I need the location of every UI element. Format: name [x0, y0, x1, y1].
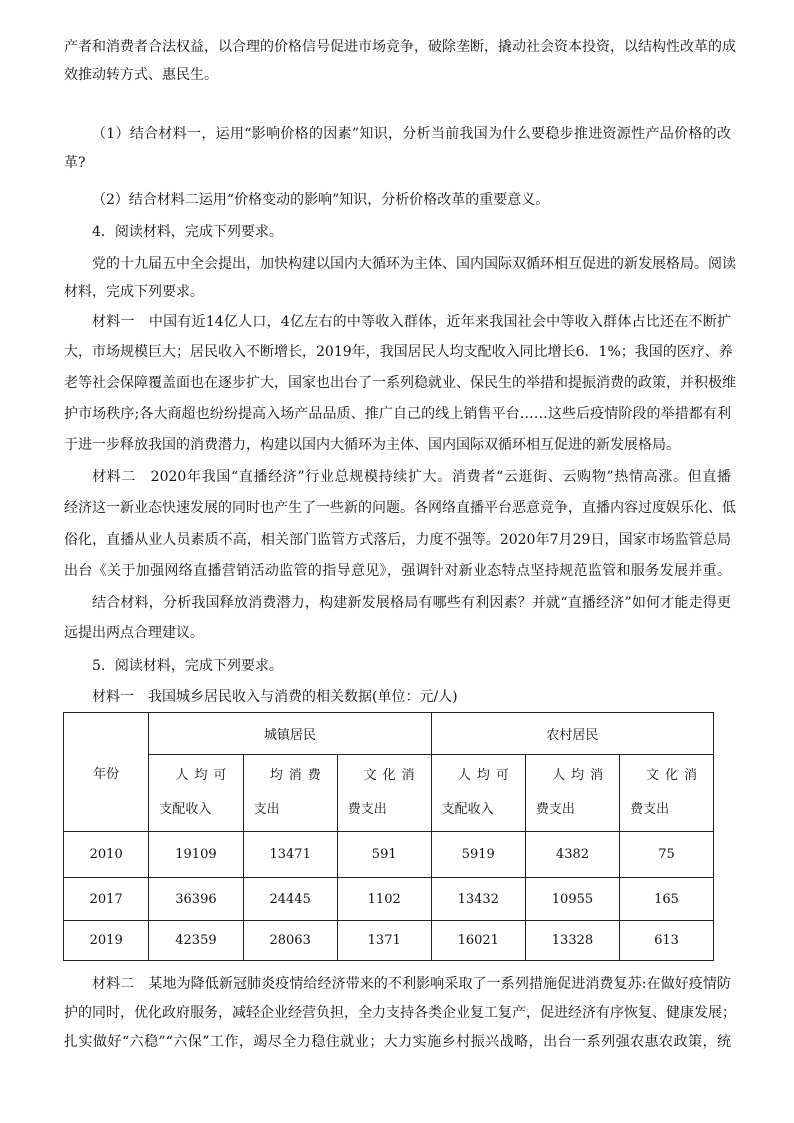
- text-line: 4．阅读材料，完成下列要求。: [92, 224, 283, 240]
- text-line: 材料二 2020年我国“直播经济”行业总规模持续扩大。消费者“云逛街、云购物”热情高涨。但直播: [92, 469, 731, 485]
- column-header-part: 支出: [253, 802, 280, 817]
- table-cell: 1371: [337, 921, 431, 961]
- column-header-part: 人均可: [457, 768, 515, 783]
- text-line: 5．阅读材料，完成下列要求。: [92, 658, 283, 674]
- column-header-part: 人均可: [175, 768, 233, 783]
- text-line: 效推动转方式、惠民生。: [64, 67, 218, 83]
- table-cell: 5919: [431, 832, 525, 878]
- table-cell: 19109: [149, 832, 243, 878]
- text-line: 于进一步释放我国的消费潜力，构建以国内大循环为主体、国内国际双循环相互促进的新发展格局。: [64, 437, 680, 453]
- column-header-part: 费支出: [535, 802, 575, 817]
- text-line: 材料，完成下列要求。: [64, 284, 204, 300]
- table-cell: 1102: [337, 878, 431, 921]
- column-header-part: 人均消: [552, 768, 610, 783]
- column-header-part: 费支出: [630, 802, 670, 817]
- table-cell: 75: [620, 832, 714, 878]
- table-cell: 42359: [149, 921, 243, 961]
- text-line: 扎实做好“六稳”“六保”工作，竭尽全力稳住就业；大力实施乡村振兴战略，出台一系列强农惠农政策，统: [64, 1034, 731, 1050]
- rural-header: 农村居民: [431, 713, 713, 755]
- text-line: （2）结合材料二运用“价格变动的影响”知识，分析价格改革的重要意义。: [92, 192, 550, 208]
- text-line: （1）结合材料一，运用“影响价格的因素”知识，分析当前我国为什么要稳步推进资源性产品价格的改: [92, 126, 731, 142]
- column-header-part: 费支出: [347, 802, 387, 817]
- text-line: 俗化，直播从业人员素质不高，相关部门监管方式落后，力度不强等。2020年7月29日，国家市场监管总局: [64, 532, 731, 548]
- table-cell: 4382: [525, 832, 619, 878]
- table-cell: 28063: [243, 921, 337, 961]
- text-line: 老等社会保障覆盖面也在逐步扩大，国家也出台了一系列稳就业、保民生的举措和提振消费的政策，并积极维: [64, 375, 736, 391]
- text-line: 材料二 某地为降低新冠肺炎疫情给经济带来的不利影响采取了一系列措施促进消费复苏:在做好疫情防: [92, 976, 731, 992]
- year-header: 年份: [64, 713, 149, 832]
- table-cell: 13471: [243, 832, 337, 878]
- text-line: 党的十九届五中全会提出，加快构建以国内大循环为主体、国内国际双循环相互促进的新发展格局。阅读: [92, 256, 736, 272]
- column-header: [243, 755, 337, 832]
- table-cell: 13328: [525, 921, 619, 961]
- text-line: 经济这一新业态快速发展的同时也产生了一些新的问题。各网络直播平台恶意竞争，直播内容过度娱乐化、低: [64, 500, 736, 516]
- text-line: 出台《关于加强网络直播营销活动监管的指导意见》，强调针对新业态特点坚持规范监管和服务发展并重。: [64, 563, 731, 579]
- text-line: 大，市场规模巨大；居民收入不断增长，2019年，我国居民人均支配收入同比增长6．1%；我国的医疗、养: [64, 344, 733, 360]
- column-header-part: 支配收入: [441, 802, 494, 817]
- table-cell: 165: [620, 878, 714, 921]
- table-row: [64, 832, 714, 878]
- table-cell: 2019: [64, 921, 149, 961]
- urban-header: 城镇居民: [149, 713, 431, 755]
- column-header-part: 均消费: [269, 768, 327, 783]
- table-cell: 591: [337, 832, 431, 878]
- table-row: [64, 878, 714, 921]
- column-header: [337, 755, 431, 832]
- column-header-part: 文化消: [363, 768, 421, 783]
- text-line: 护市场秩序;各大商超也纷纷提高入场产品品质、推广自己的线上销售平台……这些后疫情阶段的举措都有利: [64, 406, 731, 422]
- table-cell: 2017: [64, 878, 149, 921]
- text-line: 产者和消费者合法权益，以合理的价格信号促进市场竞争，破除垄断，撬动社会资本投资，以结构性改革的成: [64, 39, 736, 55]
- text-line: 材料一 中国有近14亿人口，4亿左右的中等收入群体，近年来我国社会中等收入群体占比还在不断扩: [92, 314, 731, 330]
- column-header: [149, 755, 243, 832]
- text-line: 护的同时，优化政府服务，减轻企业经营负担，全力支持各类企业复工复产，促进经济有序恢复、健康发展；: [64, 1005, 736, 1021]
- text-line: 结合材料，分析我国释放消费潜力，构建新发展格局有哪些有利因素？并就“直播经济”如何才能走得更: [92, 595, 731, 611]
- table-cell: 13432: [431, 878, 525, 921]
- table-cell: 36396: [149, 878, 243, 921]
- table-cell: 613: [620, 921, 714, 961]
- table-cell: 2010: [64, 832, 149, 878]
- text-line: 远提出两点合理建议。: [64, 625, 204, 641]
- table-row: [64, 921, 714, 961]
- column-header: [431, 755, 525, 832]
- table-cell: 10955: [525, 878, 619, 921]
- column-header: [525, 755, 619, 832]
- table-cell: 16021: [431, 921, 525, 961]
- column-header-part: 文化消: [645, 768, 703, 783]
- column-header: [620, 755, 714, 832]
- text-line: 材料一 我国城乡居民收入与消费的相关数据(单位：元/人): [92, 689, 458, 705]
- column-header-part: 支配收入: [159, 802, 212, 817]
- table-cell: 24445: [243, 878, 337, 921]
- text-line: 革?: [64, 155, 86, 171]
- income-consumption-table: [63, 712, 714, 961]
